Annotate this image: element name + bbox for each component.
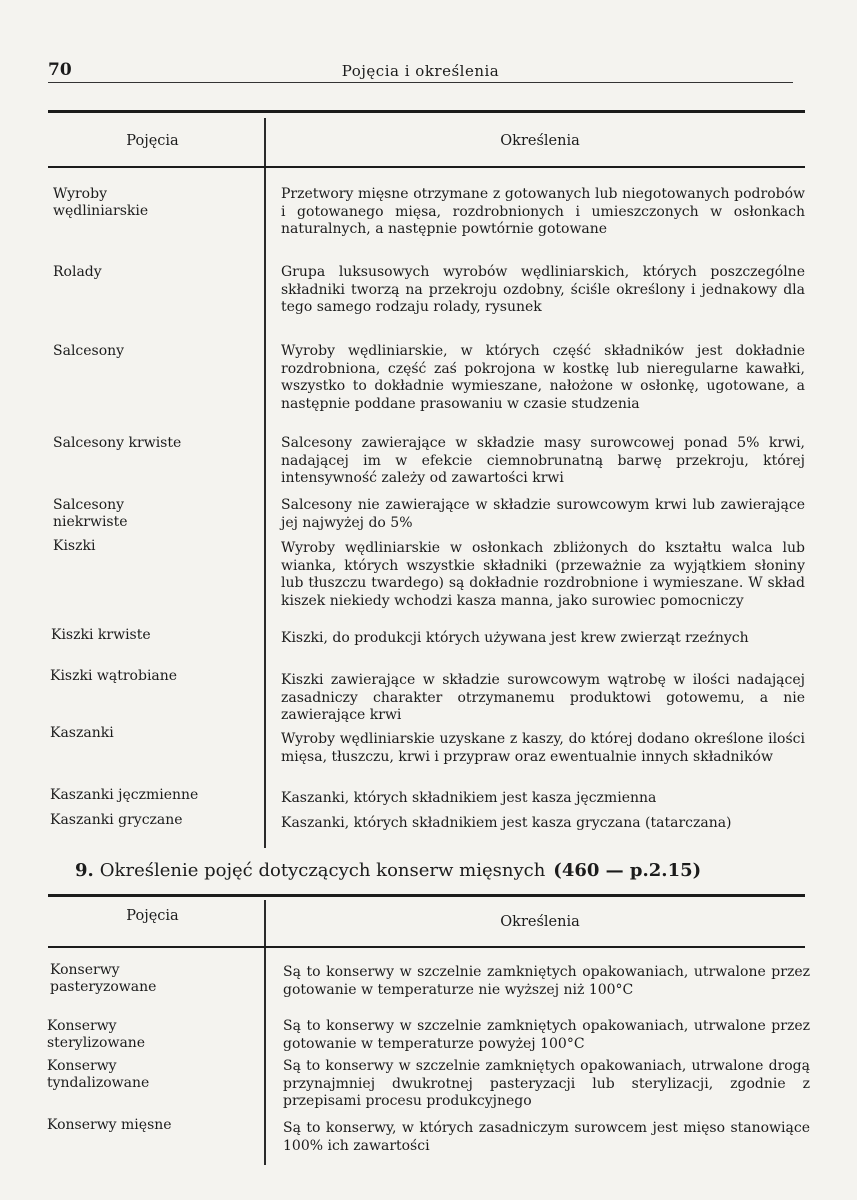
table2-header-definition: Określenia <box>500 914 580 930</box>
table1-header-rule <box>48 166 805 168</box>
definition-cell: Przetwory mięsne otrzymane z gotowanych lub niegotowanych podrobów i gotowanego mięsa, rozdrobnionych i umieszczonych w osłonkach naturalnych, a następnie powtórnie gotowane <box>281 186 805 237</box>
running-title: Pojęcia i określenia <box>341 62 500 80</box>
term-cell: Salcesony niekrwiste <box>53 497 128 530</box>
table2-header-term: Pojęcia <box>126 908 179 924</box>
table1-column-divider <box>264 118 266 848</box>
page-number: 70 <box>48 60 72 80</box>
term-cell: Kiszki wątrobiane <box>50 668 178 684</box>
definition-cell: Są to konserwy w szczelnie zamkniętych opakowaniach, utrwalone drogą przynajmniej dwukrotnej pasteryzacji lub sterylizacji, zgodnie z przepisami procesu produkcyjnego <box>283 1058 810 1109</box>
definition-cell: Kaszanki, których składnikiem jest kasza gryczana (tatarczana) <box>281 815 732 831</box>
term-cell: Kiszki <box>53 538 96 554</box>
definition-cell: Kaszanki, których składnikiem jest kasza jęczmienna <box>281 790 657 806</box>
definition-cell: Wyroby wędliniarskie w osłonkach zbliżonych do kształtu walca lub wianka, których wszystkie składniki (przeważnie za wyjątkiem słoniny lub tłuszczu twardego) są dokładnie rozdrobnione i wymieszane. W skład kiszek niekiedy wchodzi kasza manna, jako surowiec pomocniczy <box>281 540 805 609</box>
table2-column-divider <box>264 900 266 1165</box>
section-heading <box>75 860 775 881</box>
definition-cell: Są to konserwy w szczelnie zamkniętych opakowaniach, utrwalone przez gotowanie w temperaturze powyżej 100°C <box>283 1018 810 1052</box>
section-title: Określenie pojęć dotyczących konserw mięsnych <box>99 860 546 881</box>
definition-cell: Salcesony nie zawierające w składzie surowcowym krwi lub zawierające jej najwyżej do 5% <box>281 497 805 531</box>
term-cell: Wyroby wędliniarskie <box>53 186 149 219</box>
definition-cell: Są to konserwy w szczelnie zamkniętych opakowaniach, utrwalone przez gotowanie w temperaturze nie wyższej niż 100°C <box>283 964 810 998</box>
term-cell: Rolady <box>53 264 102 280</box>
definition-cell: Wyroby wędliniarskie, w których część składników jest dokładnie rozdrobniona, część zaś pokrojona w kostkę lub nieregularne kawałki, wszystko to dokładnie wymieszane, nałożone w osłonkę, ugotowane, a następnie poddane prasowaniu w czasie studzenia <box>281 343 805 412</box>
term-cell: Salcesony <box>53 343 125 359</box>
table2-top-rule <box>48 894 805 897</box>
definition-cell: Są to konserwy, w których zasadniczym surowcem jest mięso stanowiące 100% ich zawartości <box>283 1120 810 1154</box>
term-cell: Konserwy pasteryzowane <box>50 962 157 995</box>
term-cell: Kaszanki jęczmienne <box>50 787 199 803</box>
term-cell: Salcesony krwiste <box>53 435 182 451</box>
definition-cell: Salcesony zawierające w składzie masy surowcowej ponad 5% krwi, nadającej im w efekcie ciemnobrunatną barwę przekroju, której intensywność zależy od zawartości krwi <box>281 435 805 486</box>
definition-cell: Kiszki, do produkcji których używana jest krew zwierząt rzeźnych <box>281 630 749 646</box>
term-cell: Konserwy mięsne <box>47 1117 172 1133</box>
table2-header-rule <box>48 946 805 948</box>
definition-cell: Wyroby wędliniarskie uzyskane z kaszy, do której dodano określone ilości mięsa, tłuszczu, krwi i przypraw oraz ewentualnie innych składników <box>281 731 805 765</box>
table1-header-term: Pojęcia <box>126 133 179 149</box>
definition-cell: Kiszki zawierające w składzie surowcowym wątrobę w ilości nadającej zasadniczy charakter otrzymanemu produktowi gotowemu, a nie zawierające krwi <box>281 672 805 723</box>
section-reference: (460 — p.2.15) <box>553 860 702 881</box>
term-cell: Kaszanki gryczane <box>50 812 183 828</box>
term-cell: Kiszki krwiste <box>51 627 151 643</box>
page-header <box>48 60 793 83</box>
section-number: 9. <box>75 860 94 881</box>
term-cell: Konserwy sterylizowane <box>47 1018 146 1051</box>
table1-top-rule <box>48 110 805 113</box>
term-cell: Konserwy tyndalizowane <box>47 1058 150 1091</box>
table1-header-definition: Określenia <box>500 133 580 149</box>
term-cell: Kaszanki <box>50 725 114 741</box>
definition-cell: Grupa luksusowych wyrobów wędliniarskich, których poszczególne składniki tworzą na przekroju ozdobny, ściśle określony i jednakowy dla tego samego rodzaju rolady, rysunek <box>281 264 805 315</box>
